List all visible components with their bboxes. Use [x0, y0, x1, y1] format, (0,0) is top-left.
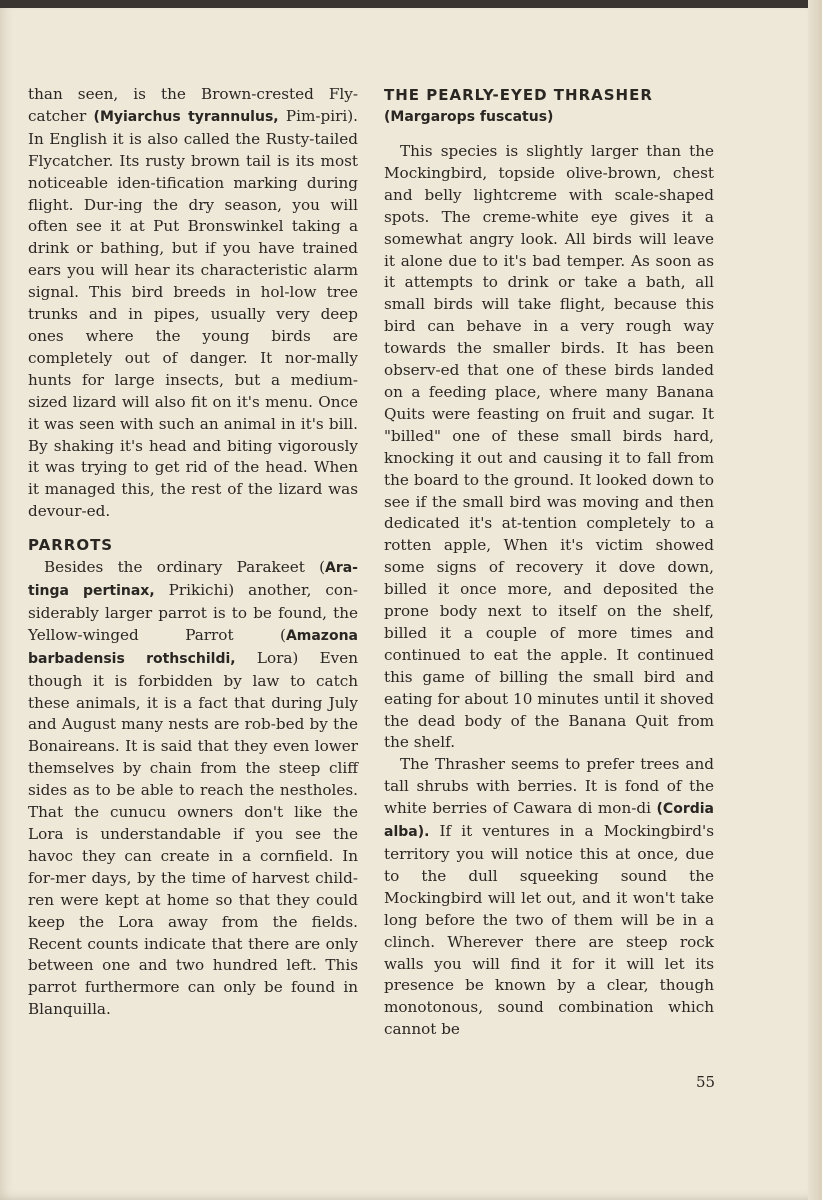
flycatcher-paragraph: than seen, is the Brown-crested Fly-catcher (Myiarchus tyrannulus, Pim-piri). In English it is also called the Rusty-tailed Flycatcher. Its rusty brown tail is its most noticeable iden-tification marking during flight. Dur-ing the dry season, you will often see it at Put Bronswinkel taking a drink or bathing, but if you have trained ears you will hear its characteristic alarm signal. This bird breeds in hol-low tree trunks and in pipes, usually very deep ones where the young birds are completely out of danger. It nor-mally hunts for large insects, but a medium-sized lizard will also fit on it's menu. Once it was seen with such an animal in it's bill. By shaking it's head and biting vigorously it was trying to get rid of the head. When it managed this, the rest of the lizard was devour-ed. — [28, 85, 358, 521]
scientific-name: Ara-tinga pertinax, — [28, 560, 358, 600]
right-column — [384, 84, 714, 1041]
left-column — [28, 84, 358, 1021]
page-number: 55 — [696, 1073, 716, 1091]
scientific-name: (Myiarchus tyrannulus, — [93, 108, 279, 125]
scientific-name: (Cordia alba). — [384, 801, 714, 841]
thrasher-heading: THE PEARLY-EYED THRASHER — [384, 86, 653, 104]
scientific-name: Amazona barbadensis rothschildi, — [28, 627, 358, 667]
parrots-heading: PARROTS — [28, 536, 114, 555]
thrasher-paragraph-1: This species is slightly larger than the Mockingbird, topside olive-brown, chest and belly lightcreme with scale-shaped spots. The creme-white eye gives it a somewhat angry look. All birds will leave it alone due to it's bad temper. As soon as it attempts to drink or take a bath, all small birds will take flight, because this bird can behave in a very rough way towards the smaller birds. It has been observ-ed that one of these birds landed on a feeding place, where many Banana Quits were feasting on fruit and sugar. It "billed" one of these small birds hard, knocking it out and causing it to fall from the board to the ground. It looked down to see if the small bird was moving and then dedicated it's at-tention completely to a rotten apple, When it's victim showed some signs of recovery it dove down, billed it once more, and deposited the prone body next to itself on the shelf, billed it a couple of more times and continued to eat the apple. It continued this game of billing the small bird and eating for about 10 minutes until it shoved the dead body of the Banana Quit from the shelf. — [384, 142, 714, 752]
thrasher-scientific-name: (Margarops fuscatus) — [384, 109, 554, 125]
thrasher-paragraph-2: The Thrasher seems to prefer trees and tall shrubs with berries. It is fond of the white berries of Cawara di mon-di (Cordia alba). If it ventures in a Mockingbird's territory you will notice this at once, due to the dull squeeking sound the Mockingbird will let out, and it won't take long before the two of them will be in a clinch. Wherever there are steep rock walls you will find it for it will let its presence be known by a clear, though monotonous, sound combination which cannot be — [384, 755, 714, 1039]
page-top-edge — [0, 0, 822, 8]
parrots-paragraph: Besides the ordinary Parakeet (Ara-tinga pertinax, Prikichi) another, con-siderably larger parrot is to be found, the Yellow-winged Parrot (Amazona barbadensis rothschildi, Lora) Even though it is forbidden by law to catch these animals, it is a fact that during July and August many nests are rob-bed by the Bonaireans. It is said that they even lower themselves by chain from the steep cliff sides as to be able to reach the nestholes. That the cunucu owners don't like the Lora is understandable if you see the havoc they can create in a cornfield. In for-mer days, by the time of harvest child-ren were kept at home so that they could keep the Lora away from the fields. Recent counts indicate that there are only between one and two hundred left. This parrot furthermore can only be found in Blanquilla. — [28, 558, 359, 1019]
page-spine-shadow — [808, 0, 822, 1200]
